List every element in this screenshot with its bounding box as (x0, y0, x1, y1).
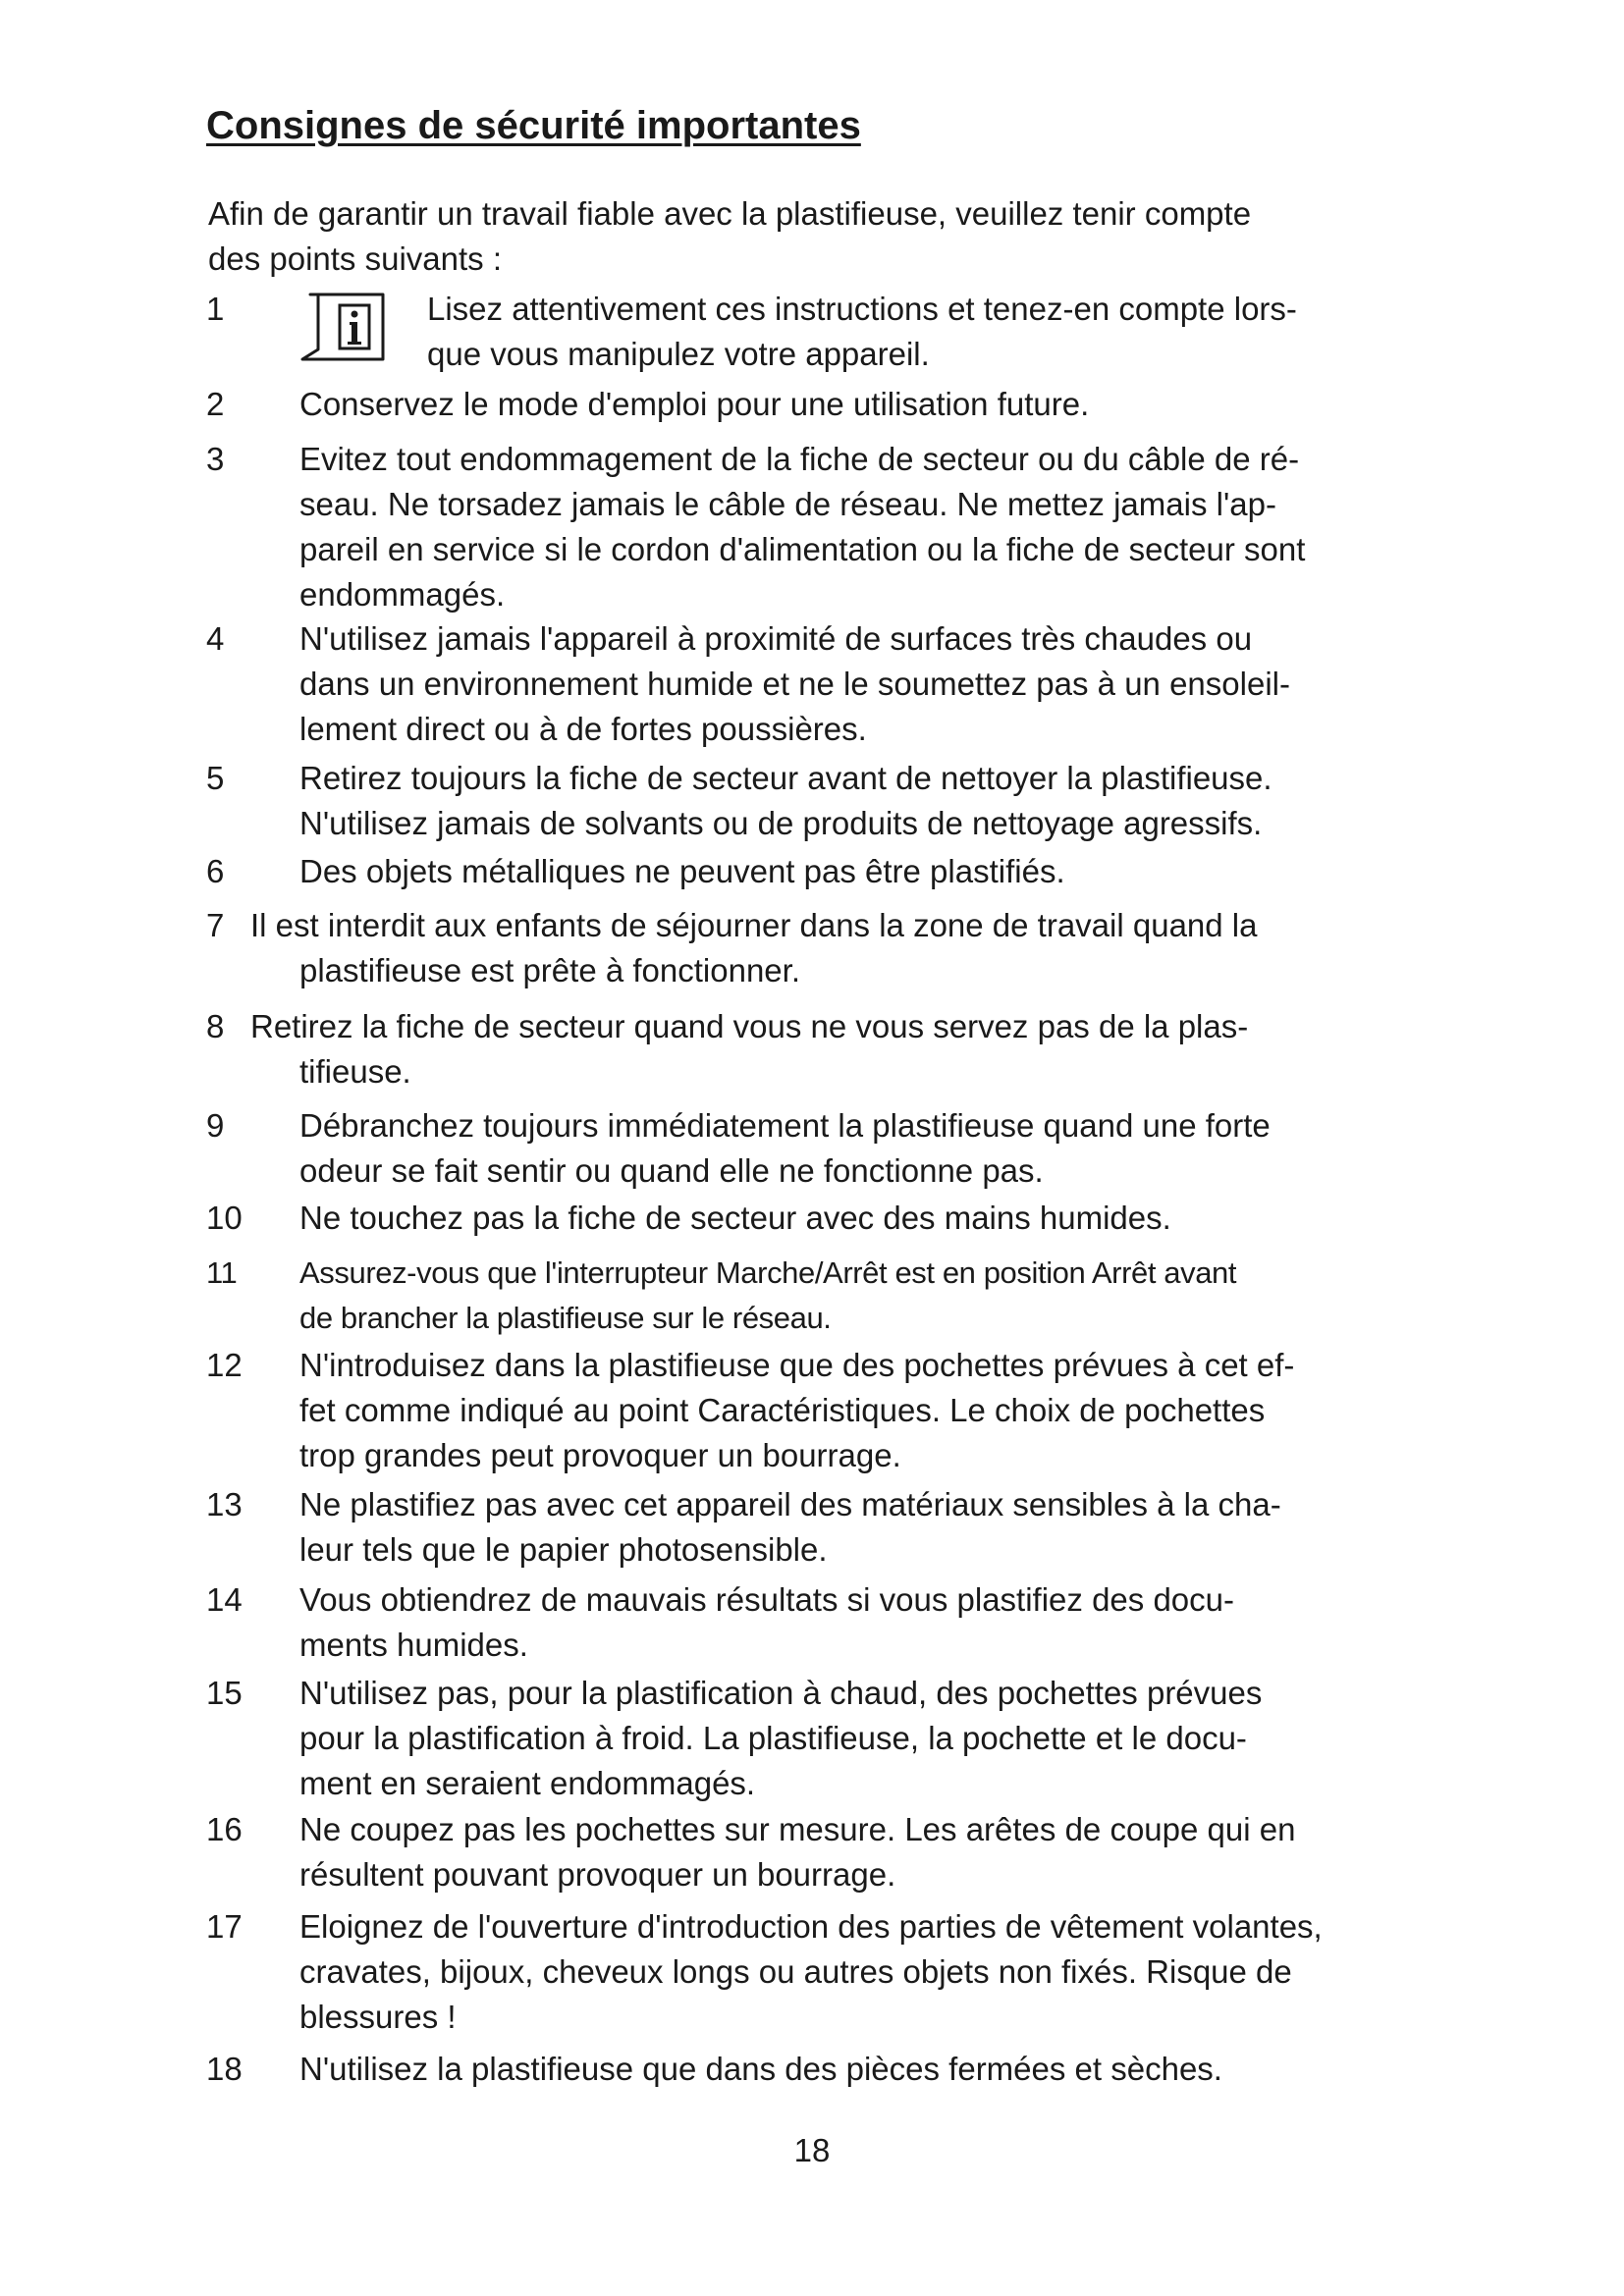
list-item (206, 1807, 1453, 1897)
list-item (206, 1251, 1453, 1341)
list-item (206, 382, 1453, 427)
list-item (206, 2047, 1453, 2092)
item-text: Ne touchez pas la fiche de secteur avec des mains humides. (299, 1200, 1171, 1236)
list-item (206, 1671, 1453, 1806)
item-number: 3 (206, 441, 225, 477)
list-item (206, 756, 1453, 846)
item-text: Conservez le mode d'emploi pour une utilisation future. (299, 386, 1090, 422)
list-item (206, 1103, 1453, 1194)
item-text: N'utilisez jamais l'appareil à proximité de surfaces très chaudes ou dans un environnement humide et ne le soumettez pas à un ensoleil- lement direct ou à de fortes poussières. (299, 620, 1290, 747)
list-item (206, 616, 1453, 752)
item-number: 17 (206, 1908, 243, 1945)
item-number: 6 (206, 853, 225, 889)
item-number: 10 (206, 1200, 243, 1236)
page-title: Consignes de sécurité importantes (206, 104, 861, 147)
item-number: 18 (206, 2051, 243, 2087)
item-text: N'utilisez pas, pour la plastification à chaud, des pochettes prévues pour la plastification à froid. La plastifieuse, la pochette et le docu- ment en seraient endommagés. (299, 1675, 1263, 1801)
item-number: 4 (206, 620, 225, 657)
item-text: Assurez-vous que l'interrupteur Marche/Arrêt est en position Arrêt avant de brancher la plastifieuse sur le réseau. (299, 1255, 1237, 1335)
item-text: N'utilisez la plastifieuse que dans des pièces fermées et sèches. (299, 2051, 1222, 2087)
item-number: 14 (206, 1581, 243, 1618)
item-number: 7 (206, 907, 225, 943)
list-item (206, 903, 1453, 993)
list-item (206, 1196, 1453, 1241)
item-text: Débranchez toujours immédiatement la plastifieuse quand une forte odeur se fait sentir ou quand elle ne fonctionne pas. (299, 1107, 1271, 1189)
read-manual-icon (297, 291, 391, 365)
page-number: 18 (793, 2132, 831, 2168)
item-text: Retirez toujours la fiche de secteur avant de nettoyer la plastifieuse. N'utilisez jamais de solvants ou de produits de nettoyage agressifs. (299, 760, 1272, 841)
item-text: N'introduisez dans la plastifieuse que des pochettes prévues à cet ef- fet comme indiqué au point Caractéristiques. Le choix de pochettes trop grandes peut provoquer un bourrage. (299, 1347, 1295, 1473)
item-text: Vous obtiendrez de mauvais résultats si vous plastifiez des docu- ments humides. (299, 1581, 1235, 1663)
intro-paragraph: Afin de garantir un travail fiable avec la plastifieuse, veuillez tenir compte des points suivants : (208, 195, 1252, 277)
item-text: Ne plastifiez pas avec cet appareil des matériaux sensibles à la cha- leur tels que le papier photosensible. (299, 1486, 1281, 1568)
item-number: 11 (206, 1255, 238, 1290)
list-item (206, 437, 1453, 617)
list-item (206, 849, 1453, 894)
list-item (206, 1343, 1453, 1478)
item-number: 5 (206, 760, 225, 796)
item-text: Lisez attentivement ces instructions et tenez-en compte lors- que vous manipulez votre appareil. (427, 291, 1297, 372)
item-number: 16 (206, 1811, 243, 1847)
list-item (206, 1904, 1453, 2040)
item-text: Il est interdit aux enfants de séjourner dans la zone de travail quand la plastifieuse est prête à fonctionner. (250, 907, 1258, 988)
item-text: Ne coupez pas les pochettes sur mesure. Les arêtes de coupe qui en résultent pouvant provoquer un bourrage. (299, 1811, 1296, 1893)
list-item (206, 1482, 1453, 1573)
item-number: 9 (206, 1107, 225, 1144)
item-number: 1 (206, 291, 225, 327)
item-text: Eloignez de l'ouverture d'introduction des parties de vêtement volantes, cravates, bijoux, cheveux longs ou autres objets non fixés. Risque de blessures ! (299, 1908, 1323, 2035)
list-item (206, 1004, 1453, 1095)
item-text: Retirez la fiche de secteur quand vous ne vous servez pas de la plas- tifieuse. (250, 1008, 1249, 1090)
item-number: 15 (206, 1675, 243, 1711)
item-text: Evitez tout endommagement de la fiche de secteur ou du câble de ré- seau. Ne torsadez jamais le câble de réseau. Ne mettez jamais l'ap- pareil en service si le cordon d'alimentation ou la fiche de secteur sont endommagés. (299, 441, 1306, 613)
list-item (206, 1577, 1453, 1668)
item-number: 12 (206, 1347, 243, 1383)
item-number: 2 (206, 386, 225, 422)
item-number: 13 (206, 1486, 243, 1522)
item-text: Des objets métalliques ne peuvent pas être plastifiés. (299, 853, 1065, 889)
item-number: 8 (206, 1008, 225, 1044)
list-item (206, 287, 1453, 377)
